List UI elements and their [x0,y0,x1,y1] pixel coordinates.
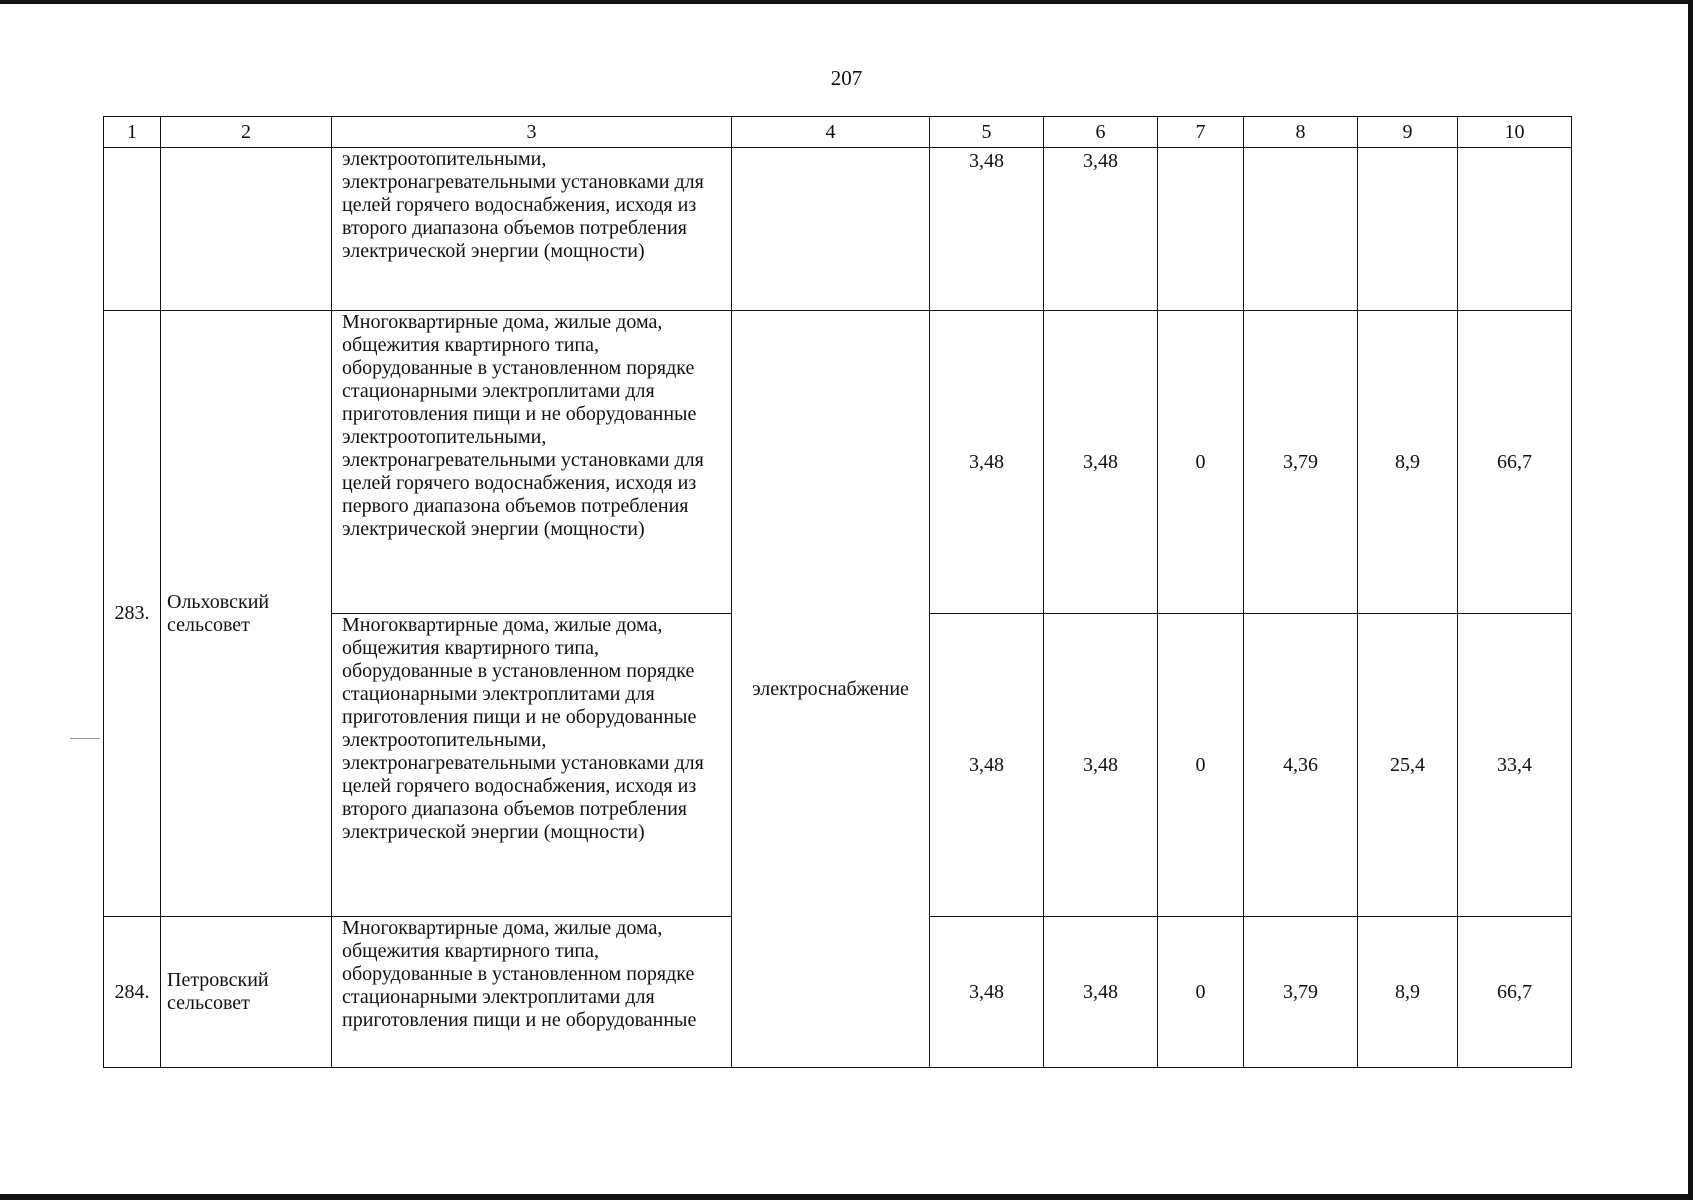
table-row [104,148,1572,311]
value-cell: 3,48 [1044,917,1158,1068]
service-cell [732,148,930,311]
column-header: 10 [1458,117,1572,148]
service-name: электроснабжение [732,311,930,1068]
value-cell: 0 [1158,917,1244,1068]
value-cell: 66,7 [1458,311,1572,614]
tariff-table [103,116,1572,1068]
value-cell: 3,48 [1044,148,1158,311]
value-cell: 66,7 [1458,917,1572,1068]
column-header: 4 [732,117,930,148]
consumer-description: электроотопительными, электронагревательными установками для целей горячего водоснабжения, исходя из второго диапазона объемов потребления электрической энергии (мощности) [332,148,732,311]
column-header: 6 [1044,117,1158,148]
value-cell: 3,79 [1244,311,1358,614]
row-number [104,148,161,311]
value-cell: 25,4 [1358,614,1458,917]
consumer-description: Многоквартирные дома, жилые дома, общежития квартирного типа, оборудованные в установленном порядке стационарными электроплитами для приготовления пищи и не оборудованные [332,917,732,1068]
scan-border-top [0,0,1693,4]
consumer-description: Многоквартирные дома, жилые дома, общежития квартирного типа, оборудованные в установленном порядке стационарными электроплитами для приготовления пищи и не оборудованные электроотопительными, электронагревательными установками для целей горячего водоснабжения, исходя из первого диапазона объемов потребления электрической энергии (мощности) [332,311,732,614]
value-cell: 3,48 [930,614,1044,917]
page-number: 207 [830,66,863,90]
value-cell: 33,4 [1458,614,1572,917]
value-cell: 3,79 [1244,917,1358,1068]
column-header: 8 [1244,117,1358,148]
value-cell [1358,148,1458,311]
column-header: 2 [161,117,332,148]
municipality-name [161,148,332,311]
municipality-name: Петровский сельсовет [161,917,332,1068]
value-cell: 3,48 [930,148,1044,311]
value-cell: 3,48 [930,917,1044,1068]
value-cell: 3,48 [930,311,1044,614]
row-number: 284. [104,917,161,1068]
column-header: 1 [104,117,161,148]
value-cell: 3,48 [1044,614,1158,917]
table-row [104,311,1572,614]
column-header: 3 [332,117,732,148]
row-number: 283. [104,311,161,917]
column-header: 7 [1158,117,1244,148]
value-cell [1158,148,1244,311]
value-cell: 0 [1158,614,1244,917]
column-header: 9 [1358,117,1458,148]
value-cell: 8,9 [1358,311,1458,614]
scan-border-right [1688,0,1693,1200]
value-cell [1244,148,1358,311]
value-cell: 0 [1158,311,1244,614]
value-cell: 4,36 [1244,614,1358,917]
municipality-name: Ольховский сельсовет [161,311,332,917]
column-header: 5 [930,117,1044,148]
value-cell: 3,48 [1044,311,1158,614]
scan-border-bottom [0,1194,1693,1200]
value-cell: 8,9 [1358,917,1458,1068]
margin-mark [70,738,100,739]
header-row [104,117,1572,148]
value-cell [1458,148,1572,311]
consumer-description: Многоквартирные дома, жилые дома, общежития квартирного типа, оборудованные в установленном порядке стационарными электроплитами для приготовления пищи и не оборудованные электроотопительными, электронагревательными установками для целей горячего водоснабжения, исходя из второго диапазона объемов потребления электрической энергии (мощности) [332,614,732,917]
